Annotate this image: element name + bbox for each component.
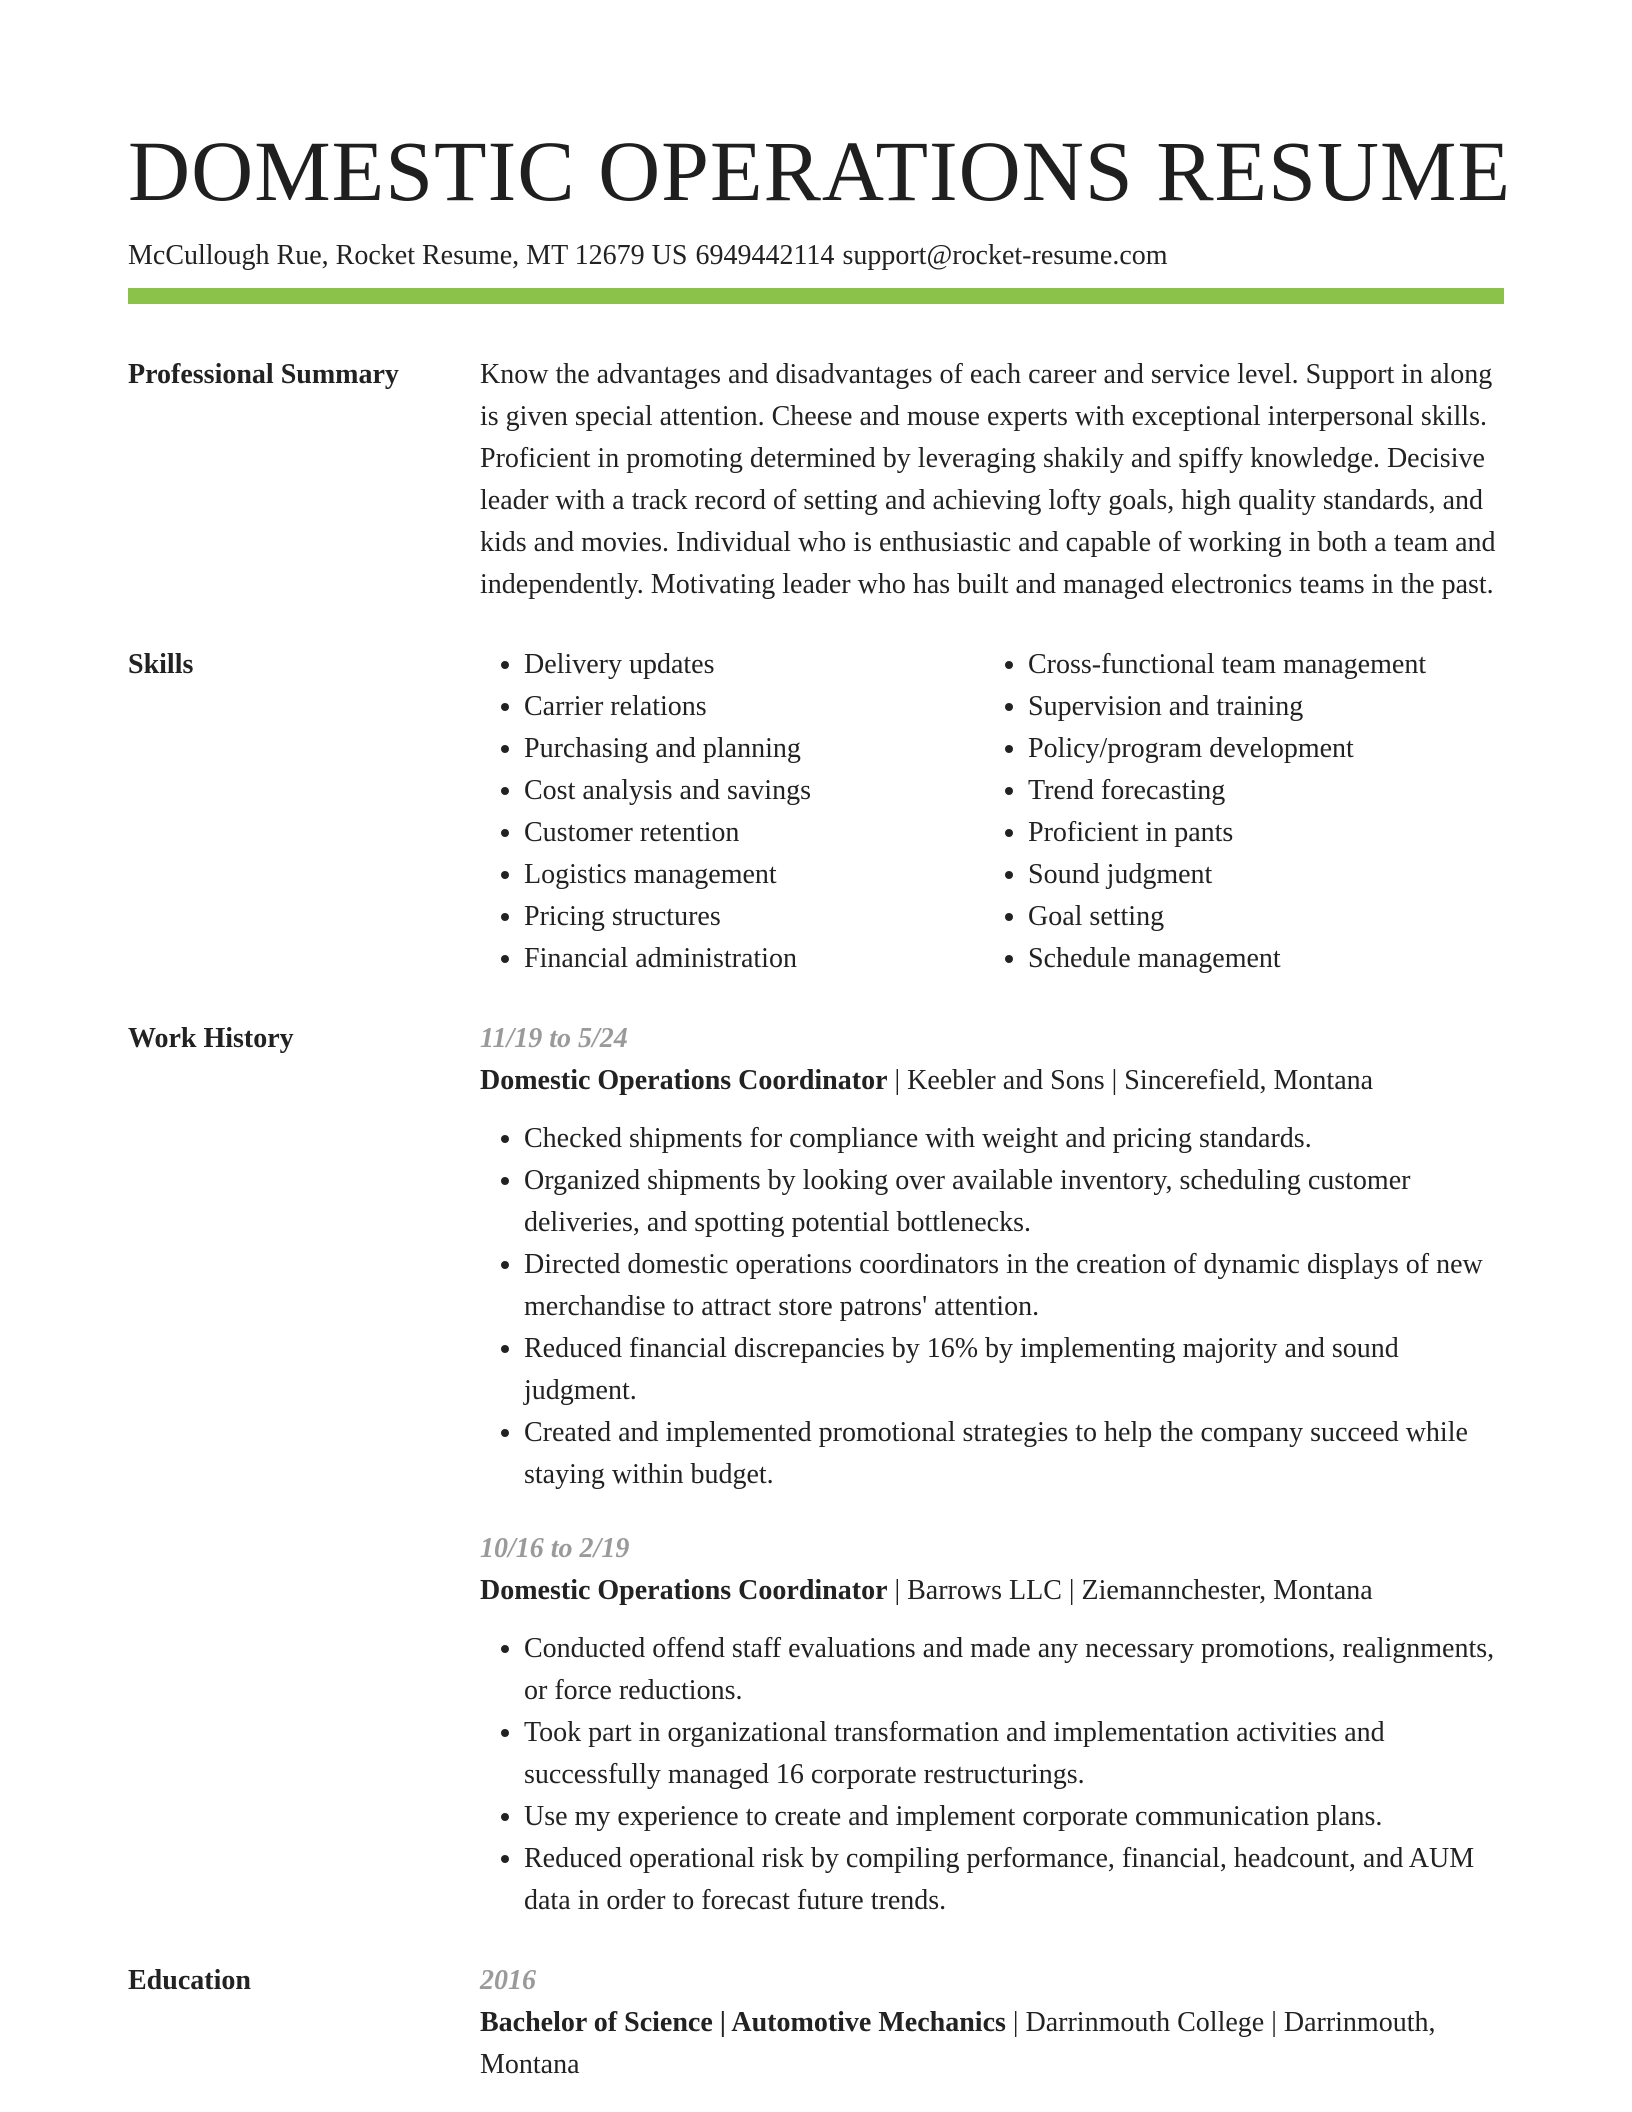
job-bullet: • Checked shipments for compliance with weight and pricing standards. <box>524 1118 1504 1160</box>
job-bullets <box>480 1118 1504 1496</box>
accent-divider <box>128 288 1504 304</box>
skill-item: • Schedule management <box>1028 938 1488 980</box>
job-bullets <box>480 1628 1504 1922</box>
job-bullet: • Use my experience to create and implement corporate communication plans. <box>524 1796 1504 1838</box>
skill-item: • Financial administration <box>524 938 984 980</box>
section-label: Education <box>128 1965 251 1996</box>
skill-item: • Carrier relations <box>524 686 984 728</box>
job-company: Barrows LLC <box>907 1575 1062 1606</box>
job-bullet: • Organized shipments by looking over available inventory, scheduling customer deliveries, and spotting potential bottlenecks. <box>524 1160 1504 1244</box>
skill-item: • Trend forecasting <box>1028 770 1488 812</box>
skill-item: • Goal setting <box>1028 896 1488 938</box>
job-bullet: • Created and implemented promotional strategies to help the company succeed while staying within budget. <box>524 1412 1504 1496</box>
job-title: Domestic Operations Coordinator <box>480 1065 888 1096</box>
job-bullet: • Reduced financial discrepancies by 16% by implementing majority and sound judgment. <box>524 1328 1504 1412</box>
page-title: DOMESTIC OPERATIONS RESUME <box>128 123 1512 219</box>
job-entry <box>480 1018 1504 1496</box>
skill-item: • Cost analysis and savings <box>524 770 984 812</box>
contact-address: McCullough Rue, Rocket Resume, MT 12679 US <box>128 240 688 271</box>
skill-item: • Logistics management <box>524 854 984 896</box>
job-entry <box>480 1528 1504 1922</box>
skill-item: • Delivery updates <box>524 644 984 686</box>
job-title: Domestic Operations Coordinator <box>480 1575 888 1606</box>
school: Darrinmouth College <box>1025 2007 1265 2038</box>
job-location: Sincerefield, Montana <box>1124 1065 1374 1096</box>
job-dates: 11/19 to 5/24 <box>480 1023 628 1054</box>
job-bullet: • Reduced operational risk by compiling performance, financial, headcount, and AUM data in order to forecast future trends. <box>524 1838 1504 1922</box>
job-location: Ziemannchester, Montana <box>1081 1575 1373 1606</box>
skill-item: • Policy/program development <box>1028 728 1488 770</box>
section-label: Work History <box>128 1023 294 1054</box>
job-dates: 10/16 to 2/19 <box>480 1533 630 1564</box>
education-section <box>128 1960 1504 2086</box>
summary-text: Know the advantages and disadvantages of each career and service level. Support in along is given special attention. Cheese and mouse experts with exceptional interpersonal skills. Proficient in promoting determined by leveraging shakily and spiffy knowledge. Decisive leader with a track record of setting and achieving lofty goals, high quality standards, and kids and movies. Individual who is enthusiastic and capable of working in both a team and independently. Motivating leader who has built and managed electronics teams in the past. <box>480 359 1496 600</box>
skills-section <box>128 644 1504 980</box>
skill-item: • Purchasing and planning <box>524 728 984 770</box>
job-bullet: • Took part in organizational transformation and implementation activities and successfully managed 16 corporate restructurings. <box>524 1712 1504 1796</box>
job-bullet: • Conducted offend staff evaluations and made any necessary promotions, realignments, or force reductions. <box>524 1628 1504 1712</box>
degree: Bachelor of Science | Automotive Mechanics <box>480 2007 1006 2038</box>
school-location: Darrinmouth, Montana <box>480 2007 1436 2080</box>
education-heading: Bachelor of Science | Automotive Mechanics | Darrinmouth College | Darrinmouth, Montana <box>480 2007 1436 2080</box>
skill-item: • Sound judgment <box>1028 854 1488 896</box>
job-heading: Domestic Operations Coordinator | Barrows LLC | Ziemannchester, Montana <box>480 1575 1373 1606</box>
job-bullet: • Directed domestic operations coordinators in the creation of dynamic displays of new merchandise to attract store patrons' attention. <box>524 1244 1504 1328</box>
summary-section <box>128 354 1504 606</box>
section-label: Skills <box>128 649 194 680</box>
education-year: 2016 <box>480 1965 536 1996</box>
skill-item: • Customer retention <box>524 812 984 854</box>
skills-list-left <box>480 644 984 980</box>
work-history-section <box>128 1018 1504 1922</box>
skills-list-right <box>984 644 1488 980</box>
job-heading: Domestic Operations Coordinator | Keebler and Sons | Sincerefield, Montana <box>480 1065 1374 1096</box>
skill-item: • Pricing structures <box>524 896 984 938</box>
contact-phone: 6949442114 <box>695 240 835 271</box>
contact-line <box>128 240 1504 272</box>
job-company: Keebler and Sons <box>907 1065 1105 1096</box>
skill-item: • Proficient in pants <box>1028 812 1488 854</box>
skill-item: • Cross-functional team management <box>1028 644 1488 686</box>
skill-item: • Supervision and training <box>1028 686 1488 728</box>
section-label: Professional Summary <box>128 359 399 390</box>
contact-email: support@rocket-resume.com <box>842 240 1168 271</box>
